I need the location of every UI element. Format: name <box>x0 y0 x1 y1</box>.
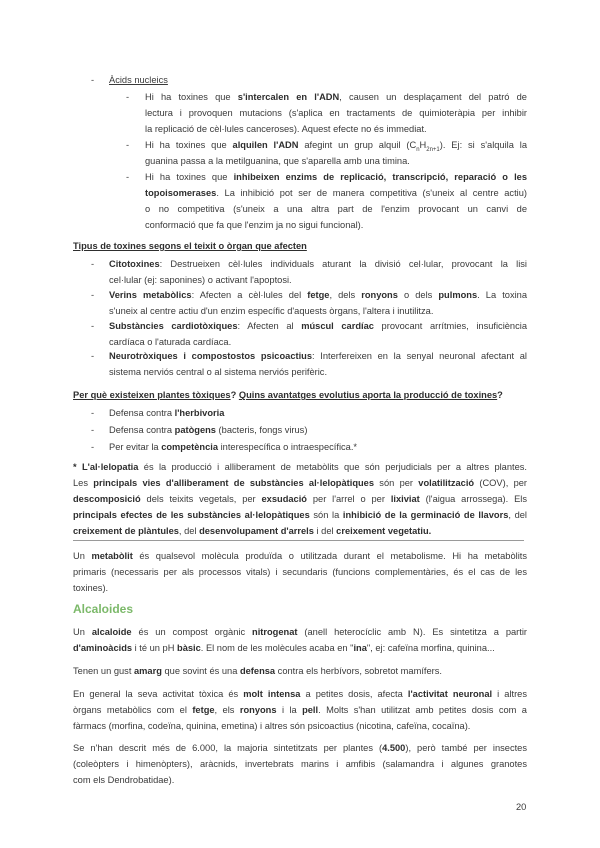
bold-text: bàsic <box>177 643 201 653</box>
text-run: i altres <box>492 689 528 699</box>
text-run: contra els herbívors, sobretot mamífers. <box>275 666 442 676</box>
bold-text: creixement vegetatiu. <box>336 526 432 536</box>
text-run: Defensa contra <box>109 408 175 418</box>
text-run: . El nom de les molècules acaba en " <box>200 643 354 653</box>
text-run: : Interfereixen en la senyal neuronal afectant al <box>312 351 527 361</box>
bullet-dash: - <box>126 172 130 182</box>
alcaloides-paragraph-1 <box>73 624 527 656</box>
text-run: Hi ha toxines que <box>145 140 233 150</box>
bold-text: principals vies d'alliberament de substàncies al·lelopàtiques <box>93 478 375 488</box>
text-run: són la <box>309 510 343 520</box>
text-run: (coleòpters i himenòpters), aràcnids, invertebrats marins i amfibis (salamandra i algunes granotes <box>73 759 527 769</box>
bullet-dash: - <box>91 259 95 269</box>
text-run: Se n'han descrit més de 6.000, la majoria sintetitzats per plantes ( <box>73 743 383 753</box>
text-run: . Molts s'han utilitzat amb petites dosis com a <box>318 705 527 715</box>
acids-heading: Àcids nucleics <box>109 75 168 85</box>
acids-item-alquilen <box>145 137 527 169</box>
subscript-text: 2n+1 <box>426 146 440 153</box>
bullet-dash: - <box>126 92 130 102</box>
perque-item-patogens <box>109 422 307 438</box>
text-run: i la <box>276 705 303 715</box>
bold-text: volatilització <box>418 478 475 488</box>
text-line <box>145 169 527 185</box>
bold-text: fetge <box>307 290 330 300</box>
text-run: és la producció i alliberament de metabòlits que són perjudicials per a altres plantes. <box>138 462 527 472</box>
bullet-dash: - <box>91 290 95 300</box>
text-line <box>109 287 527 303</box>
bold-text: ina <box>353 643 367 653</box>
text-run: Hi ha toxines que <box>145 172 234 182</box>
text-line <box>73 663 527 679</box>
bold-text: Quins avantatges evolutius aporta la producció de toxines <box>238 390 498 400</box>
text-run: lectura i provoquen mutacions (s'aplica en tractaments de quimioteràpia per inhibir <box>145 108 527 118</box>
bullet-dash: - <box>91 351 95 361</box>
text-line <box>73 624 527 640</box>
bold-text: d'aminoàcids <box>73 643 133 653</box>
tipus-item-neurotoxiques <box>109 348 527 380</box>
text-run: , dels <box>329 290 362 300</box>
text-run: que sovint és una <box>161 666 240 676</box>
text-run: guanina passa a la metilguanina, que s'aparella amb una timina. <box>145 156 410 166</box>
bold-text: múscul cardíac <box>301 321 374 331</box>
bold-text: s'intercalen en l'ADN <box>237 92 340 102</box>
bold-text: lixiviat <box>390 494 420 504</box>
text-line <box>73 686 527 702</box>
bold-text: l'activitat neuronal <box>407 689 493 699</box>
text-line <box>145 89 527 105</box>
text-run: toxines). <box>73 583 109 593</box>
bold-text: pell <box>302 705 319 715</box>
text-run: En general la seva activitat tòxica és <box>73 689 244 699</box>
text-run: ). Ej: si s'alquila la <box>439 140 527 150</box>
text-line <box>73 475 527 491</box>
allelopatia-paragraph <box>73 459 527 539</box>
text-run: sistema nerviós central o al sistema nerviós perifèric. <box>109 367 328 377</box>
metabolit-paragraph <box>73 548 527 596</box>
text-line <box>73 523 527 539</box>
text-line <box>145 121 527 137</box>
tipus-heading: Tipus de toxines segons el teixit o òrgan que afecten <box>73 241 307 251</box>
text-run: Un <box>73 627 92 637</box>
text-run: , del <box>508 510 527 520</box>
text-run: Un <box>73 551 92 561</box>
bold-text: desenvolupament d'arrels <box>199 526 314 536</box>
text-run: a petites dosis, afecta <box>300 689 408 699</box>
bold-text: ? <box>497 390 503 400</box>
bold-text: inhibició de la germinació de llavors <box>342 510 509 520</box>
page-number: 20 <box>516 802 527 812</box>
bullet-dash: - <box>91 75 95 85</box>
text-run: Per evitar la <box>109 442 162 452</box>
bold-text: Substàncies cardiotòxiques <box>109 321 238 331</box>
bold-text: * L'al·lelopatia <box>73 462 139 472</box>
text-run: fàrmacs (morfina, codeïna, quinina, emetina) i altres són psicoactius (nicotina, cafeïna, cocaïna). <box>73 721 471 731</box>
alcaloides-paragraph-4 <box>73 740 527 788</box>
perque-heading <box>73 387 503 403</box>
text-line <box>145 217 527 233</box>
text-run: : Afecten a cèl·lules del <box>191 290 308 300</box>
text-run: conformació que fa que l'enzim ja no sigui funcional). <box>145 220 364 230</box>
bold-text: l'herbivoria <box>174 408 225 418</box>
text-run: (COV), per <box>474 478 528 488</box>
text-line <box>109 272 527 288</box>
bold-text: amarg <box>134 666 162 676</box>
bold-text: 4.500 <box>382 743 406 753</box>
bold-text: molt intensa <box>243 689 301 699</box>
text-run: (anell heterocíclic amb N). Es sintetitza a partir <box>297 627 528 637</box>
horizontal-rule <box>73 540 524 541</box>
bold-text: patògens <box>174 425 216 435</box>
perque-item-herbivoria <box>109 405 224 421</box>
text-run: interespecífica o intraespecífica.* <box>218 442 358 452</box>
alcaloides-paragraph-3 <box>73 686 527 734</box>
perque-item-competencia <box>109 439 357 455</box>
text-run: s'uneix al centre actiu d'un enzim específic d'aquests òrgans, l'altera i inutilitza. <box>109 306 434 316</box>
text-line <box>73 564 527 580</box>
text-run: H <box>419 140 427 150</box>
acids-item-inhibeixen <box>145 169 527 233</box>
bold-text: ronyons <box>361 290 398 300</box>
text-line <box>73 640 527 656</box>
text-line <box>73 507 527 523</box>
text-run: Tenen un gust <box>73 666 134 676</box>
text-run: és qualsevol molècula produïda o utilitzada durant el metabolisme. Hi ha metabòlits <box>132 551 527 561</box>
bold-text: principals efectes de les substàncies al·lelopàtiques <box>73 510 310 520</box>
text-run: : Afecten al <box>237 321 302 331</box>
text-line <box>73 718 527 734</box>
text-run: , del <box>178 526 200 536</box>
text-line <box>109 348 527 364</box>
text-run: i té un pH <box>132 643 178 653</box>
bold-text: Citotoxines <box>109 259 160 269</box>
text-run: és un compost orgànic <box>131 627 253 637</box>
text-line <box>73 740 527 756</box>
text-run: provocant arrítmies, insuficiència <box>373 321 527 331</box>
text-run: ", ej: cafeïna morfina, quinina... <box>366 643 495 653</box>
text-run: cardíaca o l'aturada cardíaca. <box>109 337 232 347</box>
text-line <box>73 548 527 564</box>
alcaloides-paragraph-2 <box>73 663 527 679</box>
text-run: . La inhibició pot ser de manera competitiva (s'uneix al centre actiu) <box>216 188 527 198</box>
bold-text: Neurotròxiques i compostostos psicoactius <box>109 351 313 361</box>
text-line <box>73 702 527 718</box>
text-line <box>145 137 527 153</box>
text-run: Hi ha toxines que <box>145 92 238 102</box>
text-line <box>73 580 527 596</box>
bold-text: ronyons <box>239 705 277 715</box>
bold-text: inhibeixen enzims de replicació, transcripció, reparació o les <box>233 172 528 182</box>
tipus-item-cardiotoxiques <box>109 318 527 350</box>
text-line <box>73 459 527 475</box>
subscript-text: n <box>416 146 420 153</box>
text-run: cel·lular (ej: saponines) o activant l'apoptosi. <box>109 275 292 285</box>
bold-text: Verins metabòlics <box>109 290 192 300</box>
bold-text: defensa <box>239 666 276 676</box>
text-run: dels teixits vegetals, per <box>140 494 262 504</box>
tipus-item-citotoxines <box>109 256 527 288</box>
text-run: o dels <box>397 290 439 300</box>
text-line <box>73 756 527 772</box>
text-run: o no competitiva (s'uneix a una altra part de l'enzim provocant un canvi de <box>145 204 527 214</box>
text-line <box>109 364 527 380</box>
bullet-dash: - <box>91 408 95 418</box>
text-run: primaris (necessaris per als processos vitals) i secundaris (funcions complementàries, és el cas de les <box>73 567 527 577</box>
bold-text: descomposició <box>73 494 141 504</box>
text-run: , els <box>214 705 240 715</box>
tipus-item-verins <box>109 287 527 319</box>
text-run: afegint un grup alquil (C <box>298 140 417 150</box>
bold-text: exsudació <box>261 494 307 504</box>
text-line <box>73 772 527 788</box>
bold-text: topoisomerases <box>145 188 217 198</box>
text-run: Les <box>73 478 94 488</box>
bold-text: ? <box>230 390 239 400</box>
text-line <box>109 256 527 272</box>
text-line <box>145 105 527 121</box>
bold-text: fetge <box>192 705 215 715</box>
text-run: per l'arrel o per <box>306 494 391 504</box>
text-line <box>73 491 527 507</box>
text-run: òrgans metabòlics com el <box>73 705 193 715</box>
text-line <box>109 303 527 319</box>
bullet-dash: - <box>126 140 130 150</box>
bold-text: alcaloide <box>91 627 132 637</box>
bold-text: creixement de plàntules <box>73 526 179 536</box>
text-line <box>145 201 527 217</box>
text-run: . La toxina <box>477 290 528 300</box>
text-run: , causen un desplaçament del patró de <box>339 92 527 102</box>
bold-text: Per què existeixen plantes tòxiques <box>73 390 231 400</box>
bold-text: metabòlit <box>91 551 133 561</box>
text-run: la replicació de cèl·lules canceroses). Aquest efecte no és immediat. <box>145 124 427 134</box>
text-run: : Destrueixen cèl·lules individuals aturant la divisió cel·lular, provocant la lisi <box>159 259 527 269</box>
text-run: són per <box>374 478 419 488</box>
alcaloides-heading: Alcaloides <box>73 602 134 616</box>
bold-text: competència <box>161 442 219 452</box>
text-run: i del <box>313 526 337 536</box>
text-run: Defensa contra <box>109 425 175 435</box>
bold-text: pulmons <box>438 290 478 300</box>
text-line <box>145 185 527 201</box>
text-run: (l'aigua arrossega). Els <box>419 494 527 504</box>
bullet-dash: - <box>91 442 95 452</box>
text-line <box>109 318 527 334</box>
bullet-dash: - <box>91 425 95 435</box>
acids-item-intercalen <box>145 89 527 137</box>
bold-text: alquilen l'ADN <box>232 140 299 150</box>
bold-text: nitrogenat <box>252 627 298 637</box>
text-run: (bacteris, fongs virus) <box>215 425 308 435</box>
text-line <box>145 153 527 169</box>
bullet-dash: - <box>91 321 95 331</box>
text-run: ), però també per insectes <box>405 743 527 753</box>
text-run: com els Dendrobatidae). <box>73 775 175 785</box>
